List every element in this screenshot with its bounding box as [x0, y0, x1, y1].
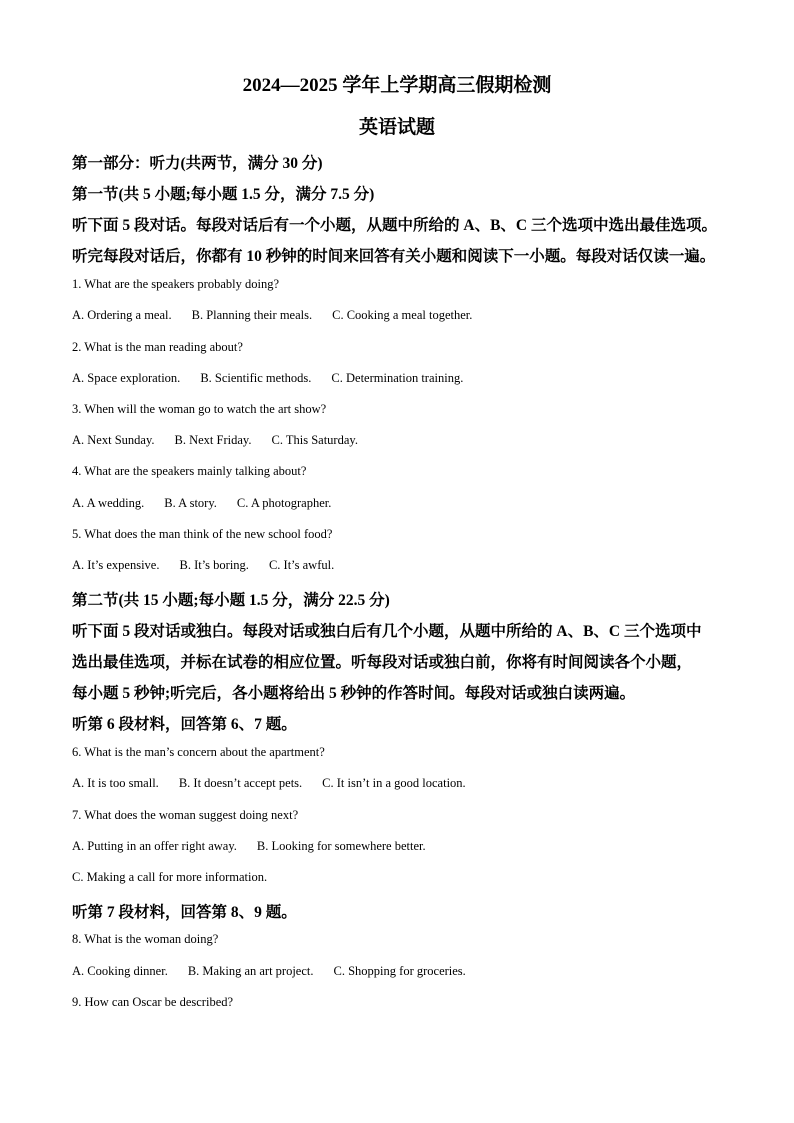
part1-header: 第一部分：听力(共两节，满分 30 分) [72, 155, 323, 172]
section2-instruction-1: 听下面 5 段对话或独白。每段对话或独白后有几个小题，从题中所给的 A、B、C 三个选项中 [72, 623, 702, 640]
section2-instruction-2: 选出最佳选项，并标在试卷的相应位置。听每段对话或独白前，你将有时间阅读各个小题， [72, 654, 693, 671]
option-7a: A. Putting in an offer right away. [72, 839, 237, 853]
section1-instruction-1: 听下面 5 段对话。每段对话后有一个小题，从题中所给的 A、B、C 三个选项中选出最佳选项。 [72, 217, 717, 234]
option-6b: B. It doesn’t accept pets. [178, 776, 303, 790]
material-7-header: 听第 7 段材料，回答第 8、9 题。 [72, 904, 297, 921]
option-4b: B. A story. [164, 496, 217, 510]
option-7c: C. Making a call for more information. [72, 870, 268, 884]
question-9: 9. How can Oscar be described? [72, 995, 234, 1009]
options-5 [72, 558, 354, 573]
question-8: 8. What is the woman doing? [72, 932, 219, 946]
section1-instruction-2: 听完每段对话后，你都有 10 秒钟的时间来回答有关小题和阅读下一小题。每段对话仅读一遍。 [72, 248, 716, 265]
section2-instruction-3: 每小题 5 秒钟;听完后，各小题将给出 5 秒钟的作答时间。每段对话或独白读两遍。 [72, 685, 636, 702]
question-2: 2. What is the man reading about? [72, 340, 243, 354]
option-3b: B. Next Friday. [174, 433, 252, 447]
option-1a: A. Ordering a meal. [72, 308, 172, 322]
options-7 [72, 839, 446, 854]
question-5: 5. What does the man think of the new school food? [72, 527, 333, 541]
material-6-header: 听第 6 段材料，回答第 6、7 题。 [72, 716, 297, 733]
question-3: 3. When will the woman go to watch the art show? [72, 402, 327, 416]
option-1c: C. Cooking a meal together. [332, 308, 473, 322]
option-1b: B. Planning their meals. [191, 308, 313, 322]
options-1 [72, 308, 492, 323]
option-3c: C. This Saturday. [271, 433, 358, 447]
options-2 [72, 371, 483, 386]
options-7-line2 [72, 870, 287, 885]
option-4c: C. A photographer. [236, 496, 332, 510]
option-8c: C. Shopping for groceries. [333, 964, 466, 978]
option-2c: C. Determination training. [331, 371, 464, 385]
option-4a: A. A wedding. [72, 496, 145, 510]
exam-subtitle: 英语试题 [358, 117, 435, 138]
option-3a: A. Next Sunday. [72, 433, 155, 447]
question-4: 4. What are the speakers mainly talking about? [72, 464, 307, 478]
option-2b: B. Scientific methods. [200, 371, 312, 385]
question-1: 1. What are the speakers probably doing? [72, 277, 279, 291]
option-5b: B. It’s boring. [179, 558, 249, 572]
options-3 [72, 433, 378, 448]
question-7: 7. What does the woman suggest doing next? [72, 808, 299, 822]
options-6 [72, 776, 486, 791]
exam-title: 2024—2025 学年上学期高三假期检测 [242, 75, 552, 96]
section2-header: 第二节(共 15 小题;每小题 1.5 分，满分 22.5 分) [72, 592, 390, 609]
option-8b: B. Making an art project. [187, 964, 314, 978]
option-7b: B. Looking for somewhere better. [256, 839, 426, 853]
option-6a: A. It is too small. [72, 776, 159, 790]
question-6: 6. What is the man’s concern about the apartment? [72, 745, 325, 759]
section1-header: 第一节(共 5 小题;每小题 1.5 分，满分 7.5 分) [72, 186, 375, 203]
option-8a: A. Cooking dinner. [72, 964, 168, 978]
option-5a: A. It’s expensive. [72, 558, 160, 572]
option-6c: C. It isn’t in a good location. [322, 776, 466, 790]
options-4 [72, 496, 351, 511]
options-8 [72, 964, 486, 979]
option-5c: C. It’s awful. [268, 558, 335, 572]
option-2a: A. Space exploration. [72, 371, 181, 385]
